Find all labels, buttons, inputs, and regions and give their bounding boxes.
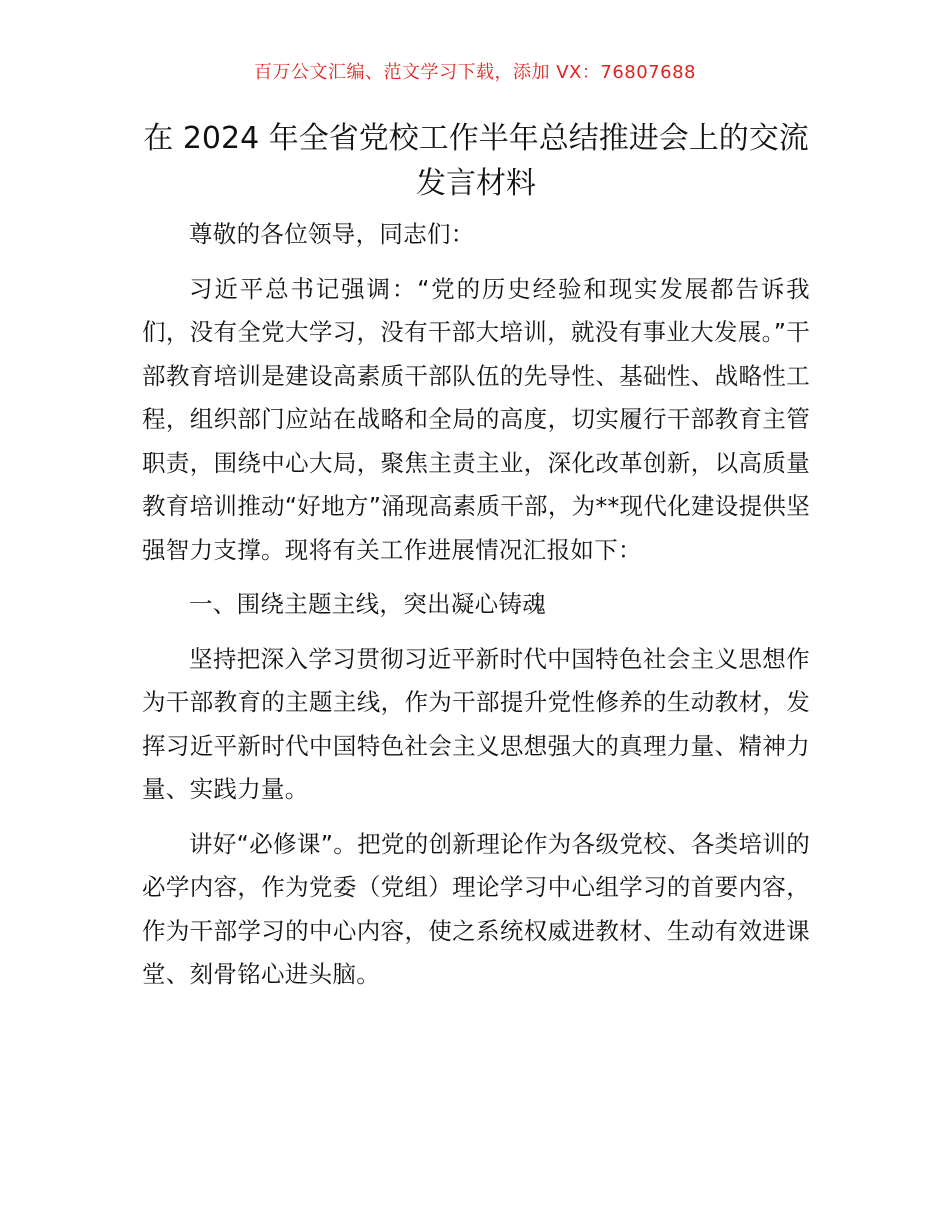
document-title: 在 2024 年全省党校工作半年总结推进会上的交流发言材料 [143, 121, 809, 201]
body-paragraph: 坚持把深入学习贯彻习近平新时代中国特色社会主义思想作为干部教育的主题主线，作为干部提升党性修养的生动教材，发挥习近平新时代中国特色社会主义思想强大的真理力量、精神力量、实践力量。 [142, 644, 810, 803]
body-paragraph: 讲好“必修课”。把党的创新理论作为各级党校、各类培训的必学内容，作为党委（党组）理论学习中心组学习的首要内容，作为干部学习的中心内容，使之系统权威进教材、生动有效进课堂、刻骨铭心进头脑。 [142, 829, 810, 988]
salutation: 尊敬的各位领导，同志们： [189, 220, 475, 248]
document-body [142, 213, 810, 1008]
watermark-text: 百万公文汇编、范文学习下载，添加 VX：76807688 [254, 62, 696, 83]
body-paragraph: 习近平总书记强调：“党的历史经验和现实发展都告诉我们，没有全党大学习，没有干部大培训，就没有事业大发展。”干部教育培训是建设高素质干部队伍的先导性、基础性、战略性工程，组织部门应站在战略和全局的高度，切实履行干部教育主管职责，围绕中心大局，聚焦主责主业，深化改革创新，以高质量教育培训推动“好地方”涌现高素质干部，为**现代化建设提供坚强智力支撑。现将有关工作进展情况汇报如下： [142, 274, 810, 564]
section-heading: 一、围绕主题主线，突出凝心铸魂 [189, 590, 546, 618]
